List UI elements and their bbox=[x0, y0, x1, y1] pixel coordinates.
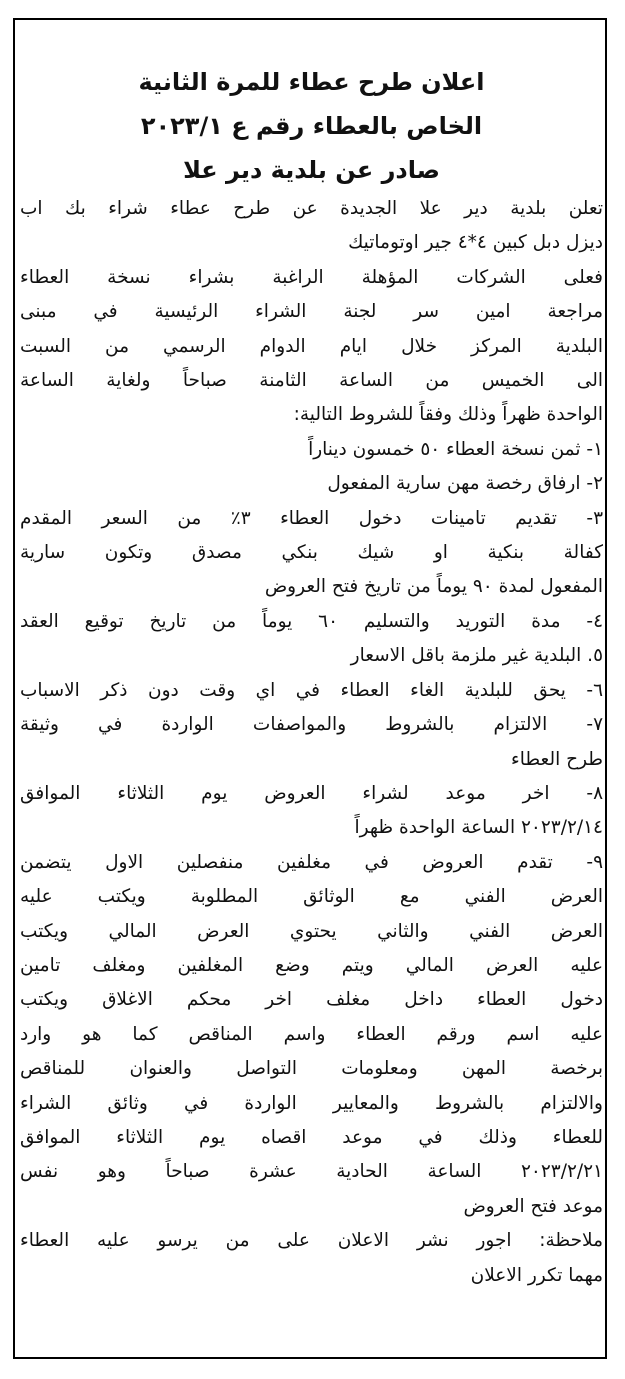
body-line: البلدية المركز خلال ايام الدوام الرسمي من السبت bbox=[20, 335, 603, 357]
body-line: ٥. البلدية غير ملزمة باقل الاسعار bbox=[350, 645, 603, 667]
body-line: العرض الفني مع الوثائق المطلوبة ويكتب عليه bbox=[20, 886, 603, 908]
body-line: تعلن بلدية دير علا الجديدة عن طرح عطاء شراء بك اب bbox=[20, 198, 603, 219]
announcement bbox=[20, 60, 603, 1293]
announcement-body bbox=[20, 192, 603, 1293]
body-line: للعطاء وذلك في موعد اقصاه يوم الثلاثاء الموافق bbox=[20, 1126, 603, 1148]
body-line: طرح العطاء bbox=[511, 748, 603, 770]
body-line: عليه العرض المالي ويتم وضع المغلفين ومغلف تامين bbox=[20, 954, 603, 976]
body-line: ملاحظة: اجور نشر الاعلان على من يرسو عليه العطاء bbox=[20, 1230, 603, 1252]
body-line: ٨- اخر موعد لشراء العروض يوم الثلاثاء الموافق bbox=[20, 782, 603, 804]
body-line: ديزل دبل كبين ٤*٤ جير اوتوماتيك bbox=[348, 232, 603, 254]
body-line: ٢٠٢٣/٢/٢١ الساعة الحادية عشرة صباحاً وهو نفس bbox=[20, 1161, 603, 1183]
body-line: عليه اسم ورقم العطاء واسم المناقص كما هو وارد bbox=[20, 1023, 603, 1045]
title-line: الخاص بالعطاء رقم ع ٢٠٢٣/١ bbox=[140, 112, 483, 140]
title-line: صادر عن بلدية دير علا bbox=[183, 156, 440, 184]
body-line: الى الخميس من الساعة الثامنة صباحاً ولغاية الساعة bbox=[20, 370, 603, 392]
body-line: فعلى الشركات المؤهلة الراغبة بشراء نسخة العطاء bbox=[20, 266, 603, 288]
body-line: ٢٠٢٣/٢/١٤ الساعة الواحدة ظهراً bbox=[354, 817, 603, 839]
body-line: موعد فتح العروض bbox=[463, 1195, 603, 1217]
body-line: ٦- يحق للبلدية الغاء العطاء في اي وقت دون ذكر الاسباب bbox=[20, 679, 603, 701]
body-line: ٩- تقدم العروض في مغلفين منفصلين الاول يتضمن bbox=[20, 851, 603, 873]
body-line: المفعول لمدة ٩٠ يوماً من تاريخ فتح العروض bbox=[264, 576, 603, 598]
body-line: ٤- مدة التوريد والتسليم ٦٠ يوماً من تاريخ توقيع العقد bbox=[20, 610, 603, 632]
body-line: ٢- ارفاق رخصة مهن سارية المفعول bbox=[327, 473, 603, 495]
body-line: ١- ثمن نسخة العطاء ٥٠ خمسون ديناراً bbox=[308, 438, 603, 460]
body-line: برخصة المهن ومعلومات التواصل والعنوان للمناقص bbox=[20, 1058, 603, 1080]
body-line: والالتزام بالشروط والمعايير الواردة في وثائق الشراء bbox=[20, 1092, 603, 1114]
body-line: كفالة بنكية او شيك بنكي مصدق وتكون سارية bbox=[20, 542, 603, 564]
body-line: العرض الفني والثاني يحتوي العرض المالي ويكتب bbox=[20, 920, 603, 942]
announcement-title bbox=[20, 60, 603, 192]
body-line: مراجعة امين سر لجنة الشراء الرئيسية في مبنى bbox=[20, 301, 603, 323]
body-line: ٣- تقديم تامينات دخول العطاء ٣٪ من السعر المقدم bbox=[20, 507, 603, 529]
body-line: دخول العطاء داخل مغلف اخر محكم الاغلاق ويكتب bbox=[20, 989, 603, 1011]
body-line: ٧- الالتزام بالشروط والمواصفات الواردة في وثيقة bbox=[20, 714, 603, 736]
body-line: مهما تكرر الاعلان bbox=[470, 1264, 603, 1286]
title-line: اعلان طرح عطاء للمرة الثانية bbox=[138, 68, 485, 96]
body-line: الواحدة ظهراً وذلك وفقاً للشروط التالية: bbox=[293, 404, 603, 426]
